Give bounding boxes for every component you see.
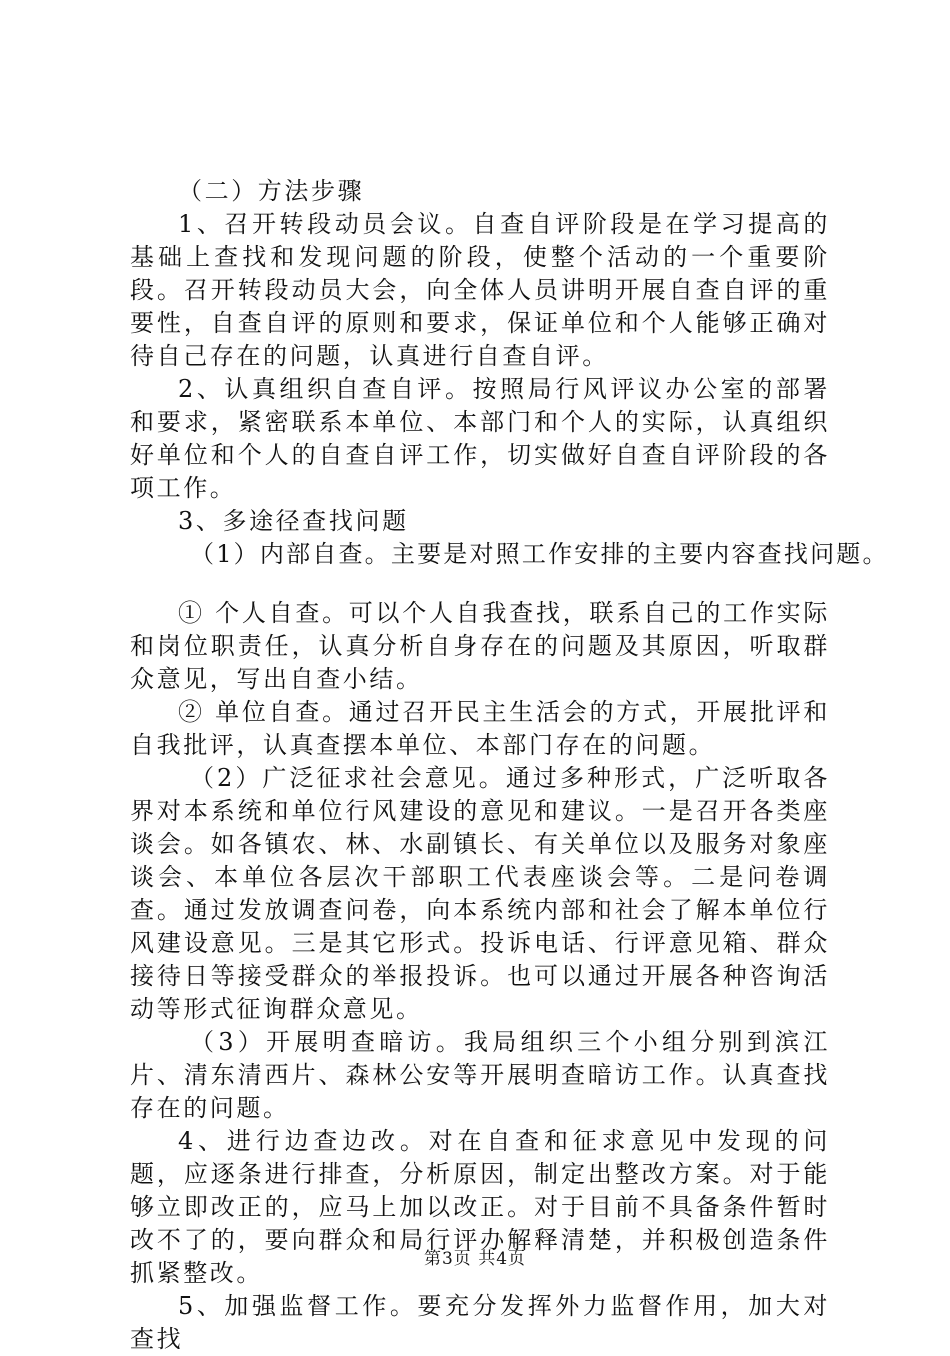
paragraph-4: 4、进行边查边改。对在自查和征求意见中发现的问题，应逐条进行排查，分析原因，制定出整改方案。对于能够立即改正的，应马上加以改正。对于目前不具备条件暂时改不了的，要向群众和局行评办解释清楚，并积极创造条件抓紧整改。 (130, 1127, 830, 1287)
paragraph-open-inspection: （3）开展明查暗访。我局组织三个小组分别到滨江片、清东清西片、森林公安等开展明查暗访工作。认真查找存在的问题。 (130, 1028, 830, 1122)
paragraph-unit-check: ② 单位自查。通过召开民主生活会的方式，开展批评和自我批评，认真查摆本单位、本部门存在的问题。 (130, 698, 830, 759)
paragraph-internal-check: （1）内部自查。主要是对照工作安排的主要内容查找问题。 (190, 540, 889, 568)
paragraph-gap (130, 571, 830, 597)
paragraph-3-title: 3、多途径查找问题 (178, 507, 409, 535)
paragraph-2: 2、认真组织自查自评。按照局行风评议办公室的部署和要求，紧密联系本单位、本部门和个人的实际，认真组织好单位和个人的自查自评工作，切实做好自查自评阶段的各项工作。 (130, 375, 830, 502)
paragraph-social-opinion: （2）广泛征求社会意见。通过多种形式，广泛听取各界对本系统和单位行风建设的意见和建议。一是召开各类座谈会。如各镇农、林、水副镇长、有关单位以及服务对象座谈会、本单位各层次干部职工代表座谈会等。二是问卷调查。通过发放调查问卷，向本系统内部和社会了解本单位行风建设意见。三是其它形式。投诉电话、行评意见箱、群众接待日等接受群众的举报投诉。也可以通过开展各种咨询活动等形式征询群众意见。 (130, 764, 830, 1023)
section-heading: （二）方法步骤 (178, 177, 365, 205)
paragraph-personal-check: ① 个人自查。可以个人自我查找，联系自己的工作实际和岗位职责任，认真分析自身存在的问题及其原因，听取群众意见，写出自查小结。 (130, 599, 830, 693)
page-number-footer: 第3页 共4页 (423, 1249, 527, 1269)
document-body (130, 175, 889, 1356)
paragraph-1: 1、召开转段动员会议。自查自评阶段是在学习提高的基础上查找和发现问题的阶段，使整个活动的一个重要阶段。召开转段动员大会，向全体人员讲明开展自查自评的重要性，自查自评的原则和要求，保证单位和个人能够正确对待自己存在的问题，认真进行自查自评。 (130, 210, 830, 370)
paragraph-5: 5、加强监督工作。要充分发挥外力监督作用，加大对查找 (130, 1292, 830, 1353)
